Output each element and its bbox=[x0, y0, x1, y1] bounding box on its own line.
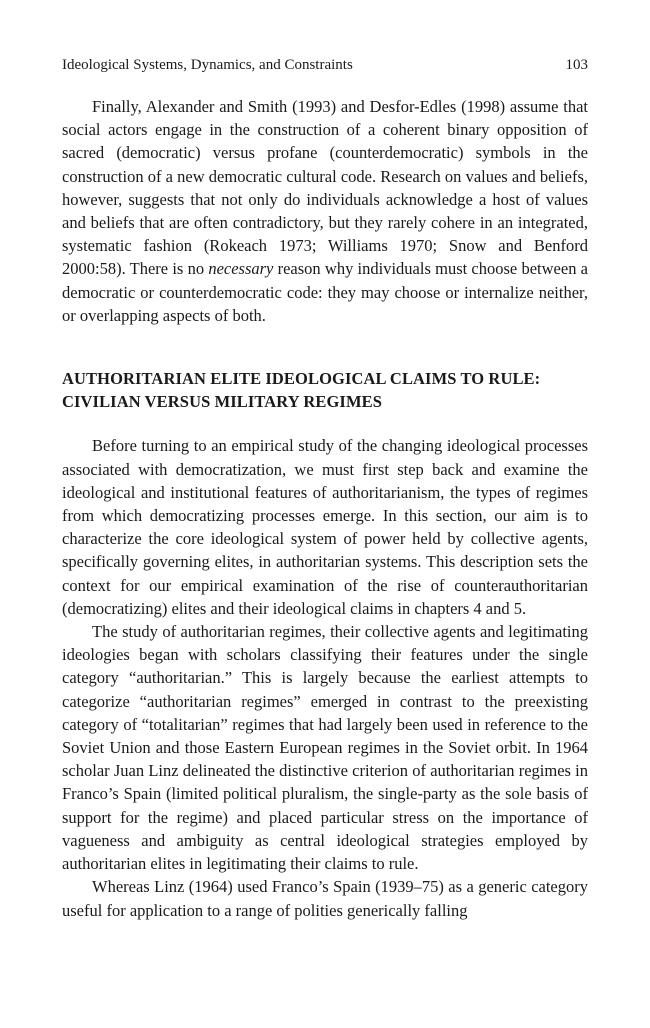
paragraph-text: reason why individuals must choose between a democratic or counterdemocratic code: they may choose or internalize neither, or overlapping aspects of both. bbox=[62, 259, 588, 325]
emphasis-text: necessary bbox=[208, 259, 274, 279]
section-heading-line: AUTHORITARIAN ELITE IDEOLOGICAL CLAIMS TO RULE: bbox=[62, 369, 541, 389]
paragraph-text: Finally, Alexander and Smith (1993) and Desfor-Edles (1998) assume that social actors engage in the construction of a coherent binary opposition of sacred (democratic) versus profane (counterdemocratic) symbols in the construction of a new democratic cultural code. Research on values and beliefs, however, suggests that not only do individuals acknowledge a host of values and beliefs that are often contradictory, but they rarely cohere in an integrated, systematic fashion (Rokeach 1973; Williams 1970; Snow and Benford 2000:58). There is no bbox=[62, 97, 588, 279]
running-head bbox=[62, 55, 588, 75]
paragraph: Before turning to an empirical study of the changing ideological processes associated with democratization, we must first step back and examine the ideological and institutional features of authoritarianism, the types of regimes from which democratizing processes emerge. In this section, our aim is to characterize the core ideological system of power held by collective agents, specifically governing elites, in authoritarian systems. This description sets the context for our empirical examination of the rise of counterauthoritarian (democratizing) elites and their ideological claims in chapters 4 and 5. bbox=[62, 436, 588, 618]
running-head-title: Ideological Systems, Dynamics, and Constraints bbox=[62, 57, 353, 73]
page-number: 103 bbox=[565, 57, 588, 73]
section-heading-line: CIVILIAN VERSUS MILITARY REGIMES bbox=[62, 392, 383, 412]
paragraph: The study of authoritarian regimes, their collective agents and legitimating ideologies began with scholars classifying their features under the single category “authoritarian.” This is largely because the earliest attempts to categorize “authoritarian regimes” emerged in contrast to the preexisting category of “totalitarian” regimes that had largely been used in reference to the Soviet Union and those Eastern European regimes in the Soviet orbit. In 1964 scholar Juan Linz delineated the distinctive criterion of authoritarian regimes in Franco’s Spain (limited political pluralism, the single-party as the sole basis of support for the regime) and placed particular stress on the importance of vagueness and ambiguity as central ideological strategies employed by authoritarian elites in legitimating their claims to rule. bbox=[62, 622, 588, 874]
section-heading bbox=[62, 367, 588, 413]
paragraph bbox=[62, 95, 588, 327]
body-text bbox=[62, 95, 588, 922]
paragraph: Whereas Linz (1964) used Franco’s Spain (1939–75) as a generic category useful for application to a range of polities generically falling bbox=[62, 877, 588, 920]
